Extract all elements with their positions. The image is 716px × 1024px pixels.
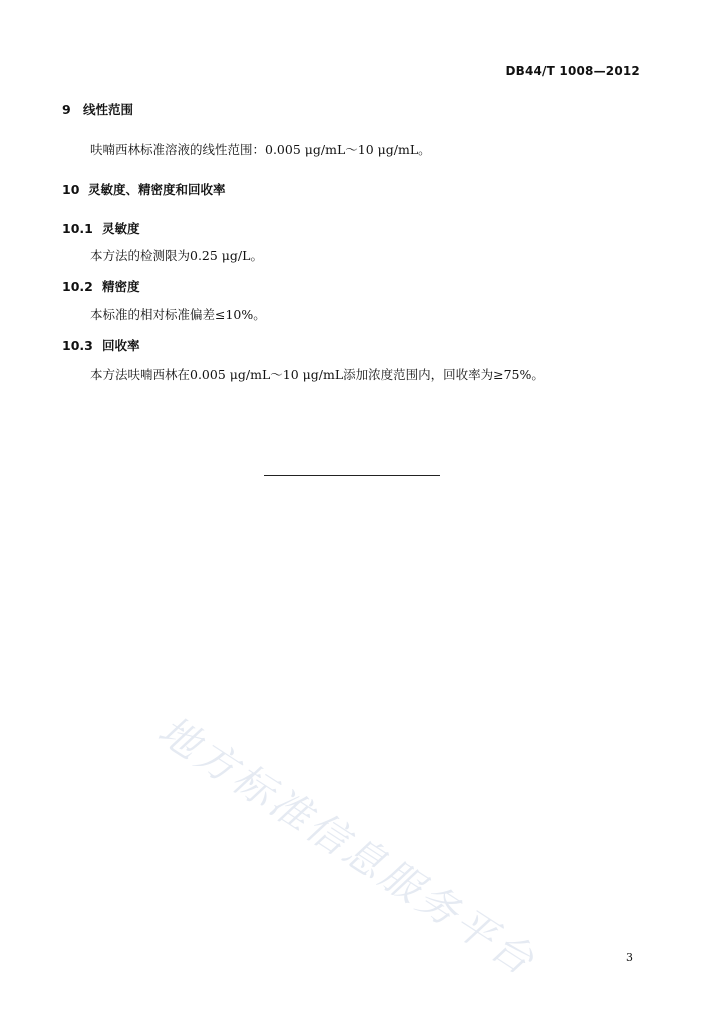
section-title: 线性范围 <box>83 102 134 117</box>
subsection-number: 10.3 <box>62 338 93 353</box>
subsection-number: 10.2 <box>62 279 93 294</box>
section-title: 灵敏度、精密度和回收率 <box>88 182 226 197</box>
section-heading-10 <box>62 180 226 198</box>
standard-code: DB44/T 1008—2012 <box>505 64 640 78</box>
subsection-10-2-paragraph: 本标准的相对标准偏差≤10%。 <box>90 307 266 322</box>
subsection-10-3-paragraph: 本方法呋喃西林在0.005 μg/mL～10 μg/mL添加浓度范围内，回收率为≥75%。 <box>90 367 544 382</box>
watermark: 地方标准信息服务平台 <box>150 707 545 986</box>
subsection-10-1-paragraph: 本方法的检测限为0.25 μg/L。 <box>90 248 263 263</box>
subsection-number: 10.1 <box>62 221 93 236</box>
section-number: 9 <box>62 102 71 117</box>
section-number: 10 <box>62 182 80 197</box>
end-of-document-rule <box>264 475 440 476</box>
section-9-paragraph: 呋喃西林标准溶液的线性范围：0.005 μg/mL～10 μg/mL。 <box>90 142 431 157</box>
subsection-heading-10-3 <box>62 336 140 354</box>
subsection-heading-10-1 <box>62 219 140 237</box>
subsection-heading-10-2 <box>62 277 140 295</box>
subsection-title: 回收率 <box>102 338 140 353</box>
section-heading-9 <box>62 100 133 118</box>
subsection-title: 灵敏度 <box>102 221 140 236</box>
page-number: 3 <box>626 951 633 964</box>
subsection-title: 精密度 <box>102 279 140 294</box>
